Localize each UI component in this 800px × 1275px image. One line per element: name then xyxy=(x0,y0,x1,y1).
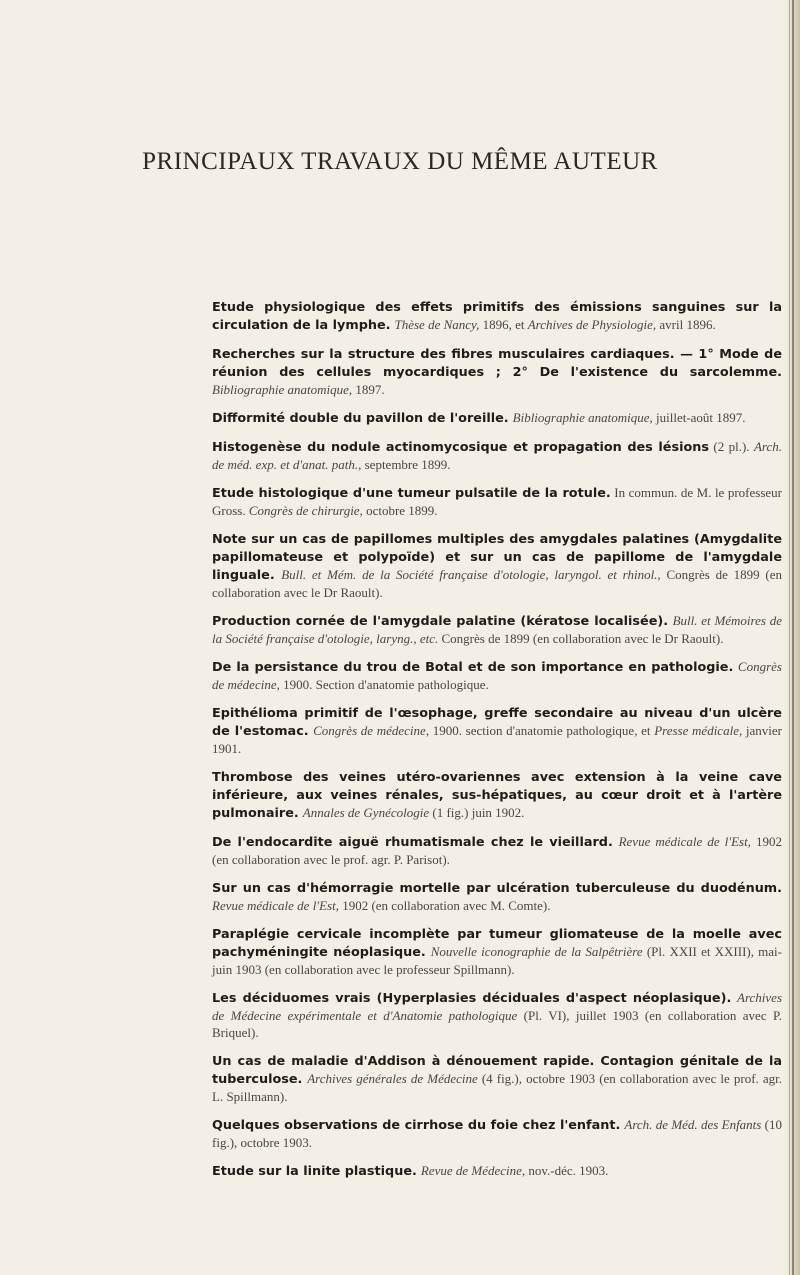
entry-title: Etude physiologique des effets primitifs des émissions sanguines sur la circulation de la lymphe. xyxy=(212,300,782,333)
entry-source: Bibliographie anatomique, xyxy=(212,382,353,397)
entry-details-2: avril 1896. xyxy=(656,317,716,332)
entry-details: 1902 (en collaboration avec M. Comte). xyxy=(338,898,551,913)
entry-details: Congrès de 1899 (en collaboration avec le Dr Raoult). xyxy=(212,567,782,600)
entry-details: nov.-déc. 1903. xyxy=(525,1163,609,1178)
entry-source: Bull. et Mémoires de la Société française d'otologie, laryng., etc. xyxy=(212,613,782,646)
entry-source: Nouvelle iconographie de la Salpêtrière xyxy=(430,944,643,959)
entry-details: (Pl. XXII et XXIII), mai-juin 1903 (en collaboration avec le professeur Spillmann). xyxy=(212,944,782,977)
list-item xyxy=(212,298,782,334)
entry-source-2: Congrès de chirurgie, xyxy=(248,503,363,518)
list-item xyxy=(212,345,782,398)
list-item xyxy=(212,409,782,427)
entry-title: Un cas de maladie d'Addison à dénouement rapide. Contagion génitale de la tuberculose. xyxy=(212,1054,782,1087)
entry-title: Thrombose des veines utéro-ovariennes avec extension à la veine cave inférieure, aux veines rénales, sus-hépatiques, au cœur droit et à l'artère pulmonaire. xyxy=(212,770,782,821)
entry-title: Production cornée de l'amygdale palatine (kératose localisée). xyxy=(212,614,669,629)
entry-title: Paraplégie cervicale incomplète par tumeur gliomateuse de la moelle avec pachyméningite néoplasique. xyxy=(212,927,782,960)
entry-title: Note sur un cas de papillomes multiples des amygdales palatines (Amygdalite papillomateuse et polypoïde) et sur un cas de papillome de l'amygdale linguale. xyxy=(212,532,782,583)
entry-details: 1900. section d'anatomie pathologique, et xyxy=(429,723,655,738)
entry-source: Thèse de Nancy, xyxy=(394,317,480,332)
entry-title: Sur un cas d'hémorragie mortelle par ulcération tuberculeuse du duodénum. xyxy=(212,881,782,896)
entry-details: 1896, et xyxy=(479,317,528,332)
entry-title: De l'endocardite aiguë rhumatismale chez le vieillard. xyxy=(212,835,613,850)
entry-title: De la persistance du trou de Botal et de son importance en pathologie. xyxy=(212,660,734,675)
entry-details-2: octobre 1899. xyxy=(362,503,438,518)
entry-title: Etude histologique d'une tumeur pulsatile de la rotule. xyxy=(212,486,611,501)
entry-details: (4 fig.), octobre 1903 (en collaboration avec le prof. agr. L. Spillmann). xyxy=(212,1071,782,1104)
entry-title: Epithélioma primitif de l'œsophage, greffe secondaire au niveau d'un ulcère de l'estomac. xyxy=(212,706,782,739)
page-edge-shadow xyxy=(789,0,790,1275)
list-item xyxy=(212,925,782,978)
list-item xyxy=(212,484,782,519)
list-item xyxy=(212,530,782,601)
entry-title: Les déciduomes vrais (Hyperplasies déciduales d'aspect néoplasique). xyxy=(212,991,732,1006)
entry-details: 1900. Section d'anatomie pathologique. xyxy=(279,677,489,692)
entry-source: Congrès de médecine, xyxy=(212,659,782,692)
entry-source: Congrès de médecine, xyxy=(313,723,430,738)
entry-details: (1 fig.) juin 1902. xyxy=(429,805,525,820)
entry-source: Revue de Médecine, xyxy=(420,1163,526,1178)
entry-title: Histogenèse du nodule actinomycosique et propagation des lésions xyxy=(212,440,709,455)
entry-details: (Pl. VI), juillet 1903 (en collaboration avec P. Briquel). xyxy=(212,1008,782,1040)
list-item xyxy=(212,768,782,822)
list-item xyxy=(212,1162,782,1180)
entry-source: Arch. de Méd. des Enfants xyxy=(624,1117,762,1132)
entry-source-2: Presse médicale, xyxy=(654,723,743,738)
entry-details: Congrès de 1899 (en collaboration avec le Dr Raoult). xyxy=(438,631,724,646)
entry-details: juillet-août 1897. xyxy=(652,410,746,425)
list-item xyxy=(212,658,782,693)
page-title: PRINCIPAUX TRAVAUX DU MÊME AUTEUR xyxy=(142,148,658,175)
entry-source: Annales de Gynécologie xyxy=(302,805,430,820)
entry-source: Revue médicale de l'Est, xyxy=(212,898,339,913)
list-item xyxy=(212,438,782,473)
entry-source: Archives de Médecine expérimentale et d'Anatomie pathologique xyxy=(212,990,782,1023)
list-item xyxy=(212,833,782,868)
entry-title: Difformité double du pavillon de l'oreille. xyxy=(212,411,509,426)
entry-details: (2 pl.). xyxy=(708,439,754,454)
entry-details: In commun. de M. le professeur Gross. xyxy=(212,485,782,518)
entry-source: Revue médicale de l'Est, xyxy=(618,834,751,849)
entry-source: Archives générales de Médecine xyxy=(307,1071,478,1086)
entry-source-2: Archives de Physiologie, xyxy=(527,317,657,332)
entry-details-2: janvier 1901. xyxy=(212,723,782,756)
entry-details: 1897. xyxy=(352,382,385,397)
entry-source: Bibliographie anatomique, xyxy=(512,410,653,425)
list-item xyxy=(212,704,782,757)
list-item xyxy=(212,879,782,914)
entry-details: (10 fig.), octobre 1903. xyxy=(212,1117,782,1150)
page-edge-line xyxy=(792,0,794,1275)
entry-source: Bull. et Mém. de la Société française d'otologie, laryngol. et rhinol., xyxy=(281,567,661,582)
entry-title: Etude sur la linite plastique. xyxy=(212,1164,417,1179)
list-item xyxy=(212,989,782,1041)
entry-title: Recherches sur la structure des fibres musculaires cardiaques. — 1° Mode de réunion des cellules myocardiques ; 2° De l'existence du sarcolemme. xyxy=(212,347,782,380)
entry-details-2: septembre 1899. xyxy=(361,457,451,472)
entry-source-2: Arch. de méd. exp. et d'anat. path., xyxy=(212,439,782,472)
works-list xyxy=(212,298,782,1191)
list-item xyxy=(212,1116,782,1151)
entry-title: Quelques observations de cirrhose du foie chez l'enfant. xyxy=(212,1118,621,1133)
list-item xyxy=(212,612,782,647)
entry-details: 1902 (en collaboration avec le prof. agr. P. Parisot). xyxy=(212,834,783,867)
list-item xyxy=(212,1052,782,1105)
